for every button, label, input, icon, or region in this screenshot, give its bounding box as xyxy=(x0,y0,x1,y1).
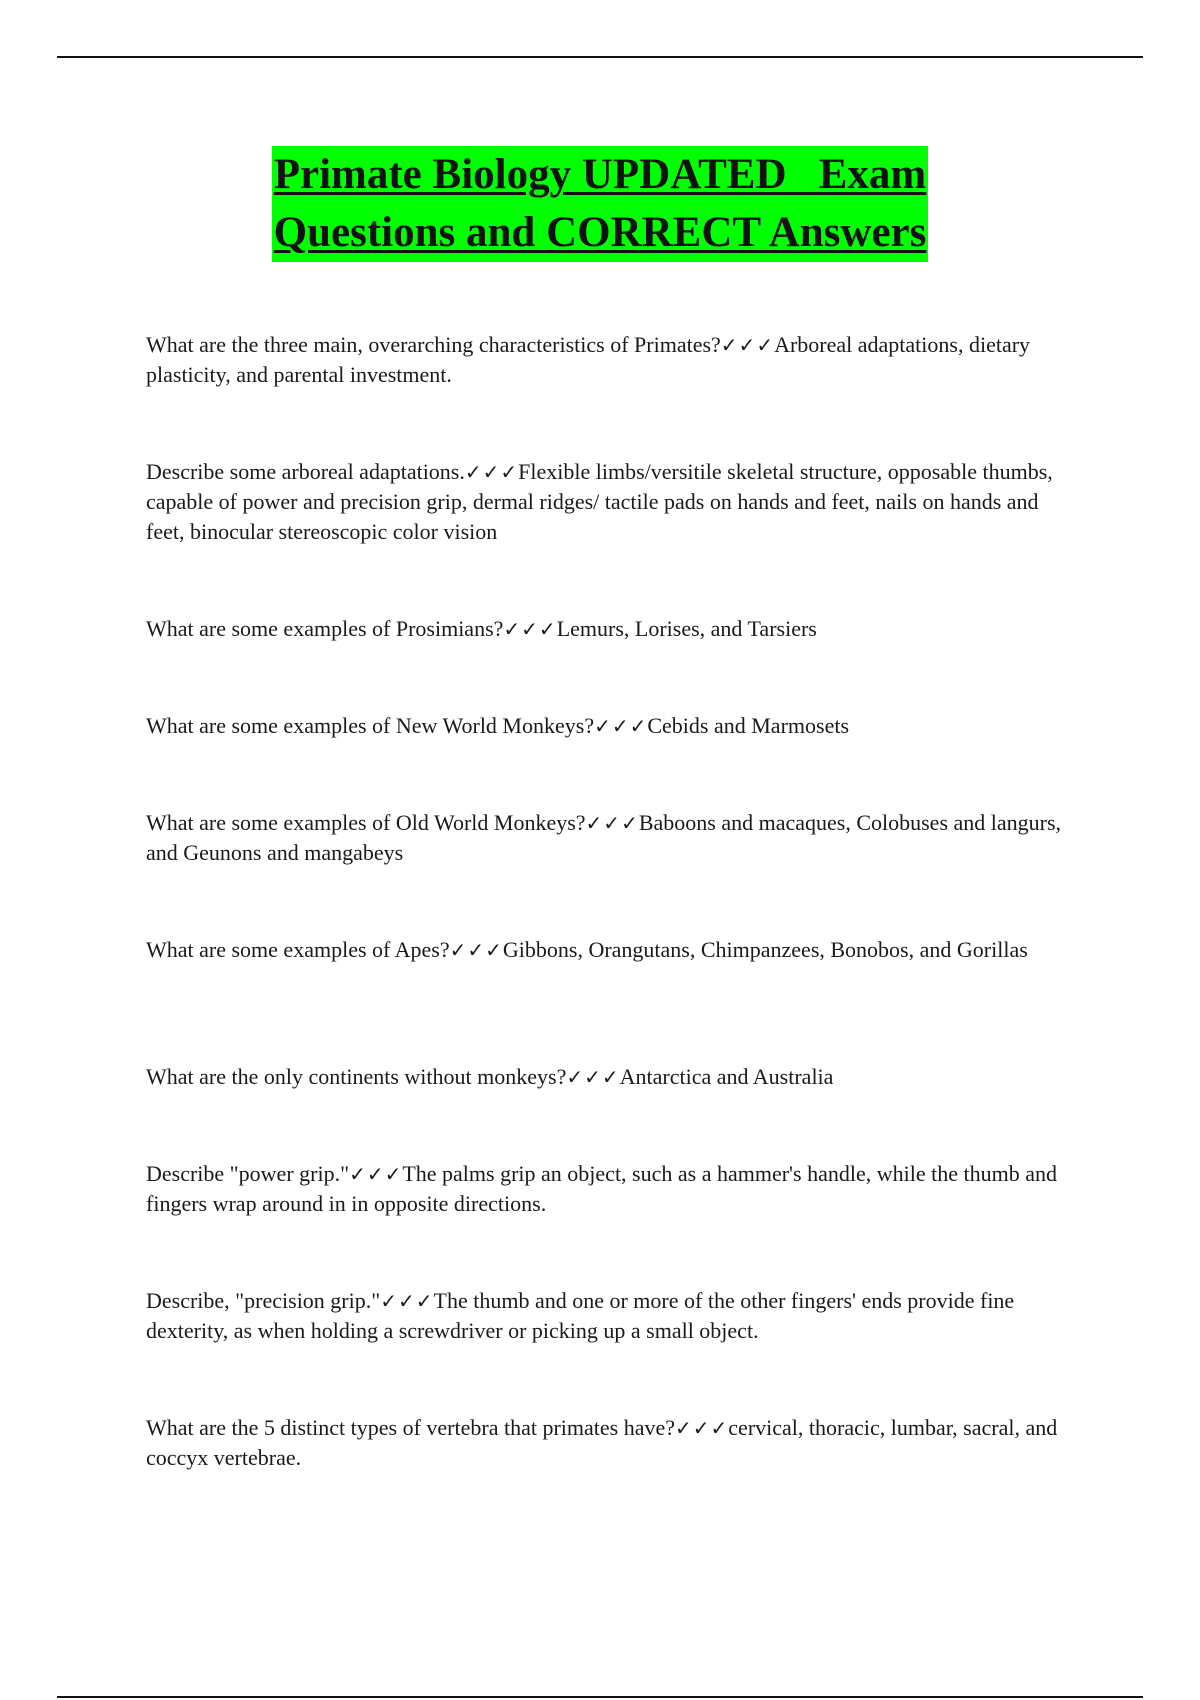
answer-text: Lemurs, Lorises, and Tarsiers xyxy=(556,616,817,641)
title-line-2: Questions and CORRECT Answers xyxy=(272,204,929,262)
qa-item-5 xyxy=(146,808,1066,868)
question-text: What are the 5 distinct types of vertebra that primates have? xyxy=(146,1415,676,1440)
bottom-divider xyxy=(57,1696,1143,1698)
qa-item-10 xyxy=(146,1413,1066,1473)
check-marks-icon: ✓✓✓ xyxy=(503,617,557,641)
title-line-1: Primate Biology UPDATED Exam xyxy=(272,146,929,204)
question-text: What are some examples of Apes? xyxy=(146,937,450,962)
check-marks-icon: ✓✓✓ xyxy=(464,460,519,484)
question-text: What are the three main, overarching characteristics of Primates? xyxy=(146,332,721,357)
answer-text: The palms grip an object, such as a hammer's handle, while the thumb and fingers wrap around in in opposite directions. xyxy=(146,1161,1057,1216)
answer-text: The thumb and one or more of the other fingers' ends provide fine dexterity, as when holding a screwdriver or picking up a small object. xyxy=(146,1288,1015,1343)
answer-text: Cebids and Marmosets xyxy=(647,713,850,738)
question-text: Describe "power grip." xyxy=(146,1161,350,1186)
document-title xyxy=(0,146,1200,262)
check-marks-icon: ✓✓✓ xyxy=(349,1162,403,1186)
answer-text: cervical, thoracic, lumbar, sacral, and coccyx vertebrae. xyxy=(146,1415,1058,1470)
answer-text: Arboreal adaptations, dietary plasticity, and parental investment. xyxy=(146,332,1031,387)
answer-text: Flexible limbs/versitile skeletal structure, opposable thumbs, capable of power and precision grip, dermal ridges/ tactile pads on hands and feet, nails on hands and feet, binocular stereoscopic color vision xyxy=(146,459,1053,544)
qa-item-2 xyxy=(146,457,1066,547)
top-divider xyxy=(57,56,1143,58)
question-text: Describe some arboreal adaptations. xyxy=(146,459,465,484)
qa-item-8 xyxy=(146,1159,1066,1219)
question-text: What are some examples of Prosimians? xyxy=(146,616,504,641)
question-text: What are some examples of Old World Monkeys? xyxy=(146,810,586,835)
check-marks-icon: ✓✓✓ xyxy=(566,1065,620,1089)
question-text: What are the only continents without monkeys? xyxy=(146,1064,567,1089)
answer-text: Baboons and macaques, Colobuses and langurs, and Geunons and mangabeys xyxy=(146,810,1062,865)
qa-item-4 xyxy=(146,711,1066,741)
check-marks-icon: ✓✓✓ xyxy=(380,1289,434,1313)
qa-item-9 xyxy=(146,1286,1066,1346)
question-text: What are some examples of New World Monkeys? xyxy=(146,713,595,738)
qa-item-7 xyxy=(146,1062,1066,1092)
qa-item-6 xyxy=(146,935,1066,965)
qa-item-1 xyxy=(146,330,1066,390)
question-text: Describe, "precision grip." xyxy=(146,1288,381,1313)
answer-text: Gibbons, Orangutans, Chimpanzees, Bonobos, and Gorillas xyxy=(502,937,1028,962)
check-marks-icon: ✓✓✓ xyxy=(449,938,503,962)
check-marks-icon: ✓✓✓ xyxy=(675,1416,729,1440)
answer-text: Antarctica and Australia xyxy=(619,1064,834,1089)
check-marks-icon: ✓✓✓ xyxy=(594,714,648,738)
qa-item-3 xyxy=(146,614,1066,644)
check-marks-icon: ✓✓✓ xyxy=(720,333,775,357)
check-marks-icon: ✓✓✓ xyxy=(585,811,639,835)
